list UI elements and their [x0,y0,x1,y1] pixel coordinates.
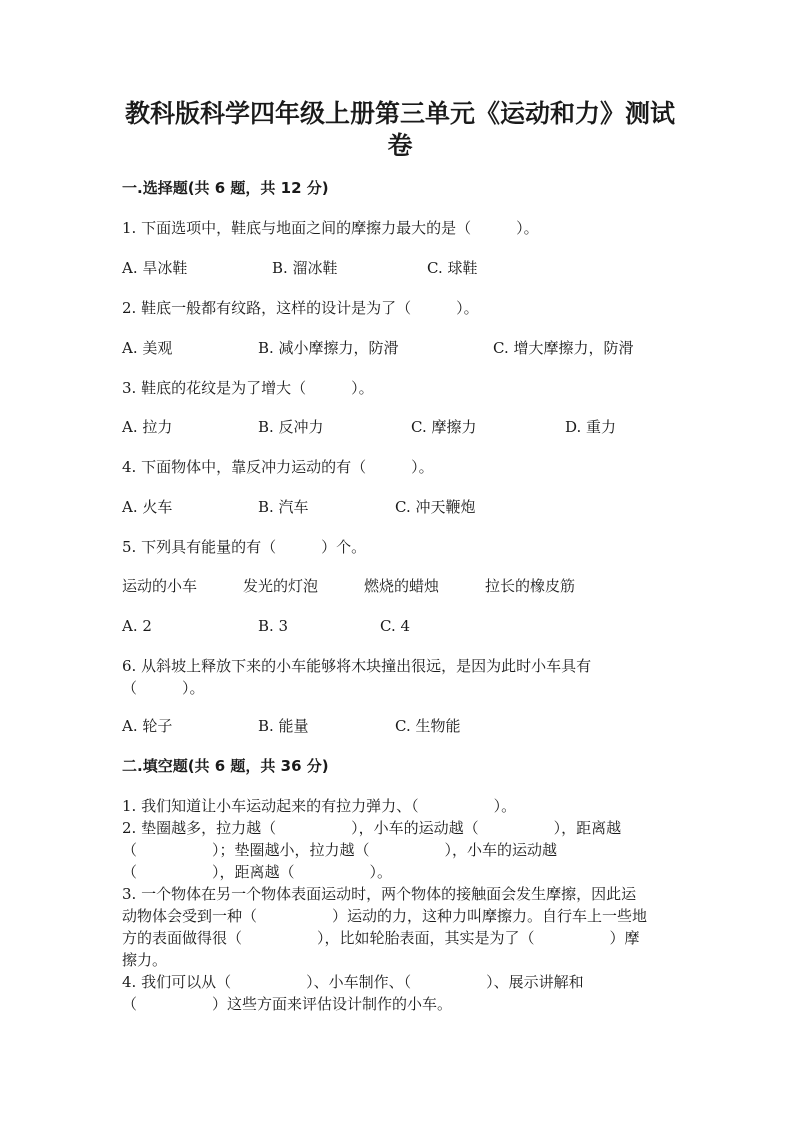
question-6-option-c: C. 生物能 [395,717,461,735]
question-3-option-c: C. 摩擦力 [411,418,477,436]
section-heading-fill-in-blank: 二.填空题(共 6 题，共 36 分) [122,757,329,775]
question-2-text: 2. 鞋底一般都有纹路，这样的设计是为了（ ）。 [122,299,479,317]
question-5-item: 运动的小车 [122,577,198,595]
section-heading-multiple-choice: 一.选择题(共 6 题，共 12 分) [122,179,329,197]
question-6-text: 6. 从斜坡上释放下来的小车能够将木块撞出很远，是因为此时小车具有 [122,657,592,675]
question-5-item: 发光的灯泡 [243,577,319,595]
question-4-option-c: C. 冲天鞭炮 [395,498,476,516]
question-6-option-b: B. 能量 [258,717,309,735]
fill-blank-line: 1. 我们知道让小车运动起来的有拉力弹力、（ ）。 [122,797,517,815]
question-2-option-a: A. 美观 [122,339,173,357]
question-4-text: 4. 下面物体中，靠反冲力运动的有（ ）。 [122,458,434,476]
fill-blank-line: 2. 垫圈越多，拉力越（ ），小车的运动越（ ），距离越 [122,819,622,837]
question-5-item: 拉长的橡皮筋 [485,577,576,595]
fill-blank-line: 擦力。 [122,951,168,969]
question-2-option-c: C. 增大摩擦力，防滑 [493,339,634,357]
question-4-option-a: A. 火车 [122,498,173,516]
page-title: 教科版科学四年级上册第三单元《运动和力》测试 [124,99,675,128]
question-3-option-b: B. 反冲力 [258,418,324,436]
question-1-text: 1. 下面选项中，鞋底与地面之间的摩擦力最大的是（ ）。 [122,219,539,237]
fill-blank-line: （ ）这些方面来评估设计制作的小车。 [122,995,453,1013]
fill-blank-line: 3. 一个物体在另一个物体表面运动时，两个物体的接触面会发生摩擦，因此运 [122,885,637,903]
question-6-text-continued: （ ）。 [122,679,205,697]
fill-blank-line: （ ）；垫圈越小，拉力越（ ），小车的运动越 [122,841,558,859]
page-title-continued: 卷 [387,131,413,160]
question-6-option-a: A. 轮子 [122,717,173,735]
question-5-text: 5. 下列具有能量的有（ ）个。 [122,538,367,556]
question-5-option-b: B. 3 [258,617,289,635]
fill-blank-line: 动物体会受到一种（ ）运动的力，这种力叫摩擦力。自行车上一些地 [122,907,648,925]
question-1-option-a: A. 旱冰鞋 [122,259,188,277]
question-3-text: 3. 鞋底的花纹是为了增大（ ）。 [122,379,374,397]
fill-blank-line: 4. 我们可以从（ ）、小车制作、（ ）、展示讲解和 [122,973,584,991]
question-2-option-b: B. 减小摩擦力，防滑 [258,339,399,357]
question-3-option-a: A. 拉力 [122,418,173,436]
question-1-option-c: C. 球鞋 [427,259,478,277]
fill-blank-line: （ ），距离越（ ）。 [122,863,393,881]
question-4-option-b: B. 汽车 [258,498,309,516]
question-5-option-c: C. 4 [380,617,411,635]
question-5-option-a: A. 2 [122,617,152,635]
question-3-option-d: D. 重力 [565,418,617,436]
question-1-option-b: B. 溜冰鞋 [272,259,338,277]
fill-blank-line: 方的表面做得很（ ），比如轮胎表面，其实是为了（ ）摩 [122,929,640,947]
question-5-item: 燃烧的蜡烛 [364,577,440,595]
